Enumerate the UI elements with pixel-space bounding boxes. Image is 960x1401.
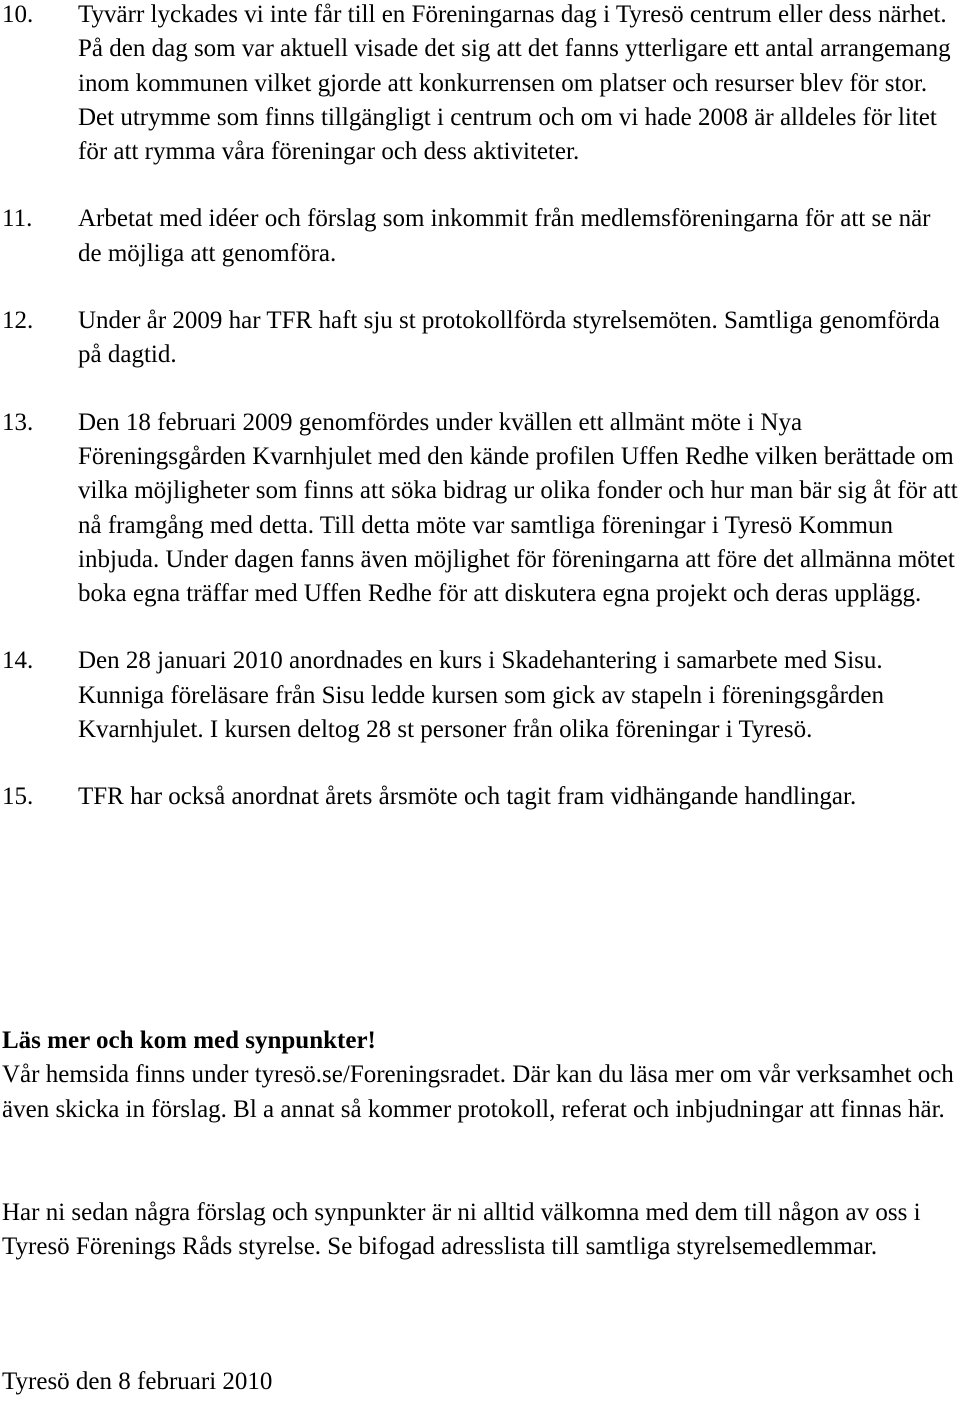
list-number: 15. <box>2 783 34 811</box>
list-item-13 <box>0 406 960 612</box>
list-item-10 <box>0 0 960 169</box>
list-number: 10. <box>2 1 34 28</box>
list-item-11 <box>0 202 960 271</box>
list-item-14 <box>0 644 960 747</box>
list-text: Den 28 januari 2010 anordnades en kurs i Skadehantering i samarbete med Sisu. Kunniga föreläsare från Sisu ledde kursen som gick av stapeln i föreningsgården Kvarnhjulet. I kursen deltog 28 st personer från olika föreningar i Tyresö. <box>78 647 885 744</box>
list-text: Tyvärr lyckades vi inte får till en Föreningarnas dag i Tyresö centrum eller dess närhet. På den dag som var aktuell visade det sig att det fanns ytterligare ett antal arrangemang inom kommunen vilket gjorde att konkurrensen om platser och resurser blev för stor. Det utrymme som finns tillgängligt i centrum och om vi hade 2008 är alldeles för litet för att rymma våra föreningar och dess aktiviteter. <box>78 1 951 166</box>
list-item-15 <box>0 780 960 814</box>
closing-section <box>2 1024 957 1127</box>
list-number: 13. <box>2 408 34 436</box>
date-line: Tyresö den 8 februari 2010 <box>2 1368 273 1395</box>
list-item-12 <box>0 304 960 373</box>
list-text: TFR har också anordnat årets årsmöte och tagit fram vidhängande handlingar. <box>78 783 857 811</box>
list-text: Den 18 februari 2009 genomfördes under kvällen ett allmänt möte i Nya Föreningsgården Kvarnhjulet med den kände profilen Uffen Redhe vilken berättade om vilka möjligheter som finns att söka bidrag ur olika fonder och hur man bär sig åt för att nå framgång med detta. Till detta möte var samtliga föreningar i Tyresö Kommun inbjuda. Under dagen fanns även möjlighet för föreningarna att före det allmänna mötet boka egna träffar med Uffen Redhe för att diskutera egna projekt och deras upplägg. <box>78 408 958 608</box>
closing-paragraph-website: Vår hemsida finns under tyresö.se/Foreningsradet. Där kan du läsa mer om vår verksamhet och även skicka in förslag. Bl a annat så kommer protokoll, referat och inbjudningar att finnas här. <box>2 1061 954 1123</box>
list-text: Arbetat med idéer och förslag som inkommit från medlemsföreningarna för att se när de möjliga att genomföra. <box>78 205 931 267</box>
closing-paragraph-contact: Har ni sedan några förslag och synpunkter är ni alltid välkomna med dem till någon av oss i Tyresö Förenings Råds styrelse. Se bifogad adresslista till samtliga styrelsemedlemmar. <box>2 1199 921 1261</box>
list-number: 12. <box>2 307 34 335</box>
list-text: Under år 2009 har TFR haft sju st protokollförda styrelsemöten. Samtliga genomförda på dagtid. <box>78 307 940 369</box>
section-heading: Läs mer och kom med synpunkter! <box>2 1027 376 1054</box>
list-number: 14. <box>2 647 34 675</box>
list-number: 11. <box>2 205 33 233</box>
